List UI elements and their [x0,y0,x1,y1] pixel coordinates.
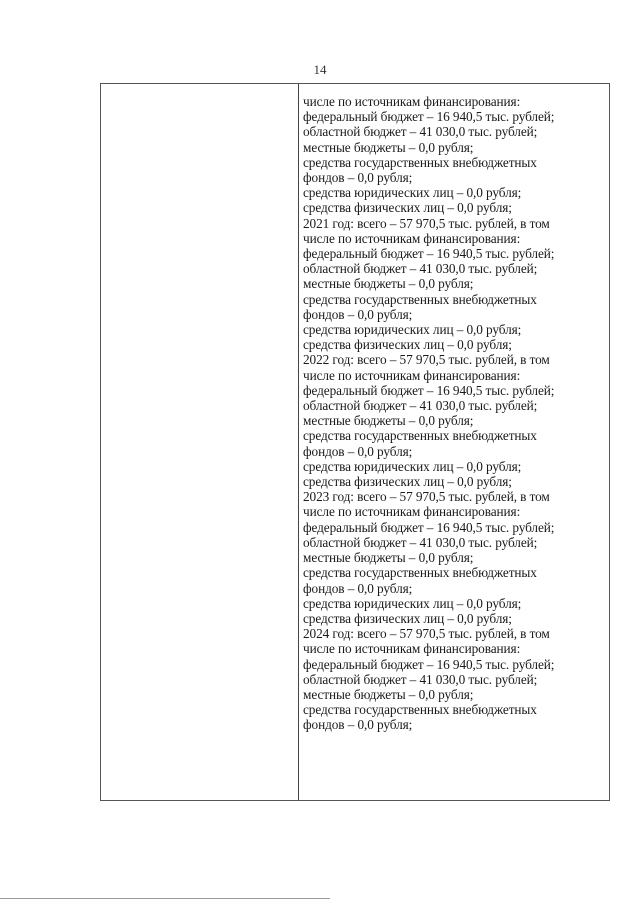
funding-text-line: 2023 год: всего – 57 970,5 тыс. рублей, в том [303,489,550,505]
funding-text-line: фондов – 0,0 рубля; [303,580,413,596]
funding-text-line: средства юридических лиц – 0,0 рубля; [303,185,522,201]
funding-text-line: областной бюджет – 41 030,0 тыс. рублей; [303,534,538,550]
funding-text-line: средства государственных внебюджетных [303,702,537,718]
funding-text-line: федеральный бюджет – 16 940,5 тыс. рублей; [303,656,555,672]
funding-text-line: федеральный бюджет – 16 940,5 тыс. рублей; [303,109,555,125]
funding-text-line: средства юридических лиц – 0,0 рубля; [303,322,522,338]
funding-text-line: средства государственных внебюджетных [303,154,537,170]
funding-text-line: числе по источникам финансирования: [303,94,521,109]
funding-text-line: числе по источникам финансирования: [303,367,521,383]
table-right-cell [303,94,609,733]
funding-table [100,83,610,801]
column-divider [298,84,299,800]
funding-text-line: федеральный бюджет – 16 940,5 тыс. рублей; [303,519,555,535]
funding-text-line: местные бюджеты – 0,0 рубля; [303,550,474,566]
funding-text-line: фондов – 0,0 рубля; [303,443,413,459]
funding-text-line: областной бюджет – 41 030,0 тыс. рублей; [303,124,538,140]
footer-rule [0,898,330,899]
funding-text-line: числе по источникам финансирования: [303,504,521,520]
funding-text-line: фондов – 0,0 рубля; [303,306,413,322]
funding-text-line: фондов – 0,0 рубля; [303,717,413,733]
funding-text-line: средства физических лиц – 0,0 рубля; [303,610,512,626]
table-left-cell [101,84,298,800]
funding-text-line: средства государственных внебюджетных [303,428,537,444]
funding-text-line: областной бюджет – 41 030,0 тыс. рублей; [303,398,538,414]
funding-text-line: средства физических лиц – 0,0 рубля; [303,337,512,353]
funding-text-line: средства физических лиц – 0,0 рубля; [303,474,512,490]
funding-text-line: местные бюджеты – 0,0 рубля; [303,139,474,155]
funding-text-line: местные бюджеты – 0,0 рубля; [303,413,474,429]
funding-text-line: средства юридических лиц – 0,0 рубля; [303,595,522,611]
funding-text-line: областной бюджет – 41 030,0 тыс. рублей; [303,671,538,687]
funding-text-line: числе по источникам финансирования: [303,230,521,246]
funding-text-line: федеральный бюджет – 16 940,5 тыс. рублей; [303,382,555,398]
page-number: 14 [313,62,327,77]
funding-text-line: 2024 год: всего – 57 970,5 тыс. рублей, в том [303,626,550,642]
funding-text-line: средства юридических лиц – 0,0 рубля; [303,458,522,474]
funding-text-line: средства государственных внебюджетных [303,565,537,581]
funding-text-line: 2022 год: всего – 57 970,5 тыс. рублей, в том [303,352,550,368]
funding-text-line: местные бюджеты – 0,0 рубля; [303,686,474,702]
funding-text-line: областной бюджет – 41 030,0 тыс. рублей; [303,261,538,277]
funding-text-line: числе по источникам финансирования: [303,641,521,657]
funding-text-line: местные бюджеты – 0,0 рубля; [303,276,474,292]
funding-text-line: средства физических лиц – 0,0 рубля; [303,200,512,216]
funding-text-line: федеральный бюджет – 16 940,5 тыс. рублей; [303,246,555,262]
funding-text-line: 2021 год: всего – 57 970,5 тыс. рублей, в том [303,215,550,231]
funding-text-line: фондов – 0,0 рубля; [303,170,413,186]
funding-text-line: средства государственных внебюджетных [303,291,537,307]
